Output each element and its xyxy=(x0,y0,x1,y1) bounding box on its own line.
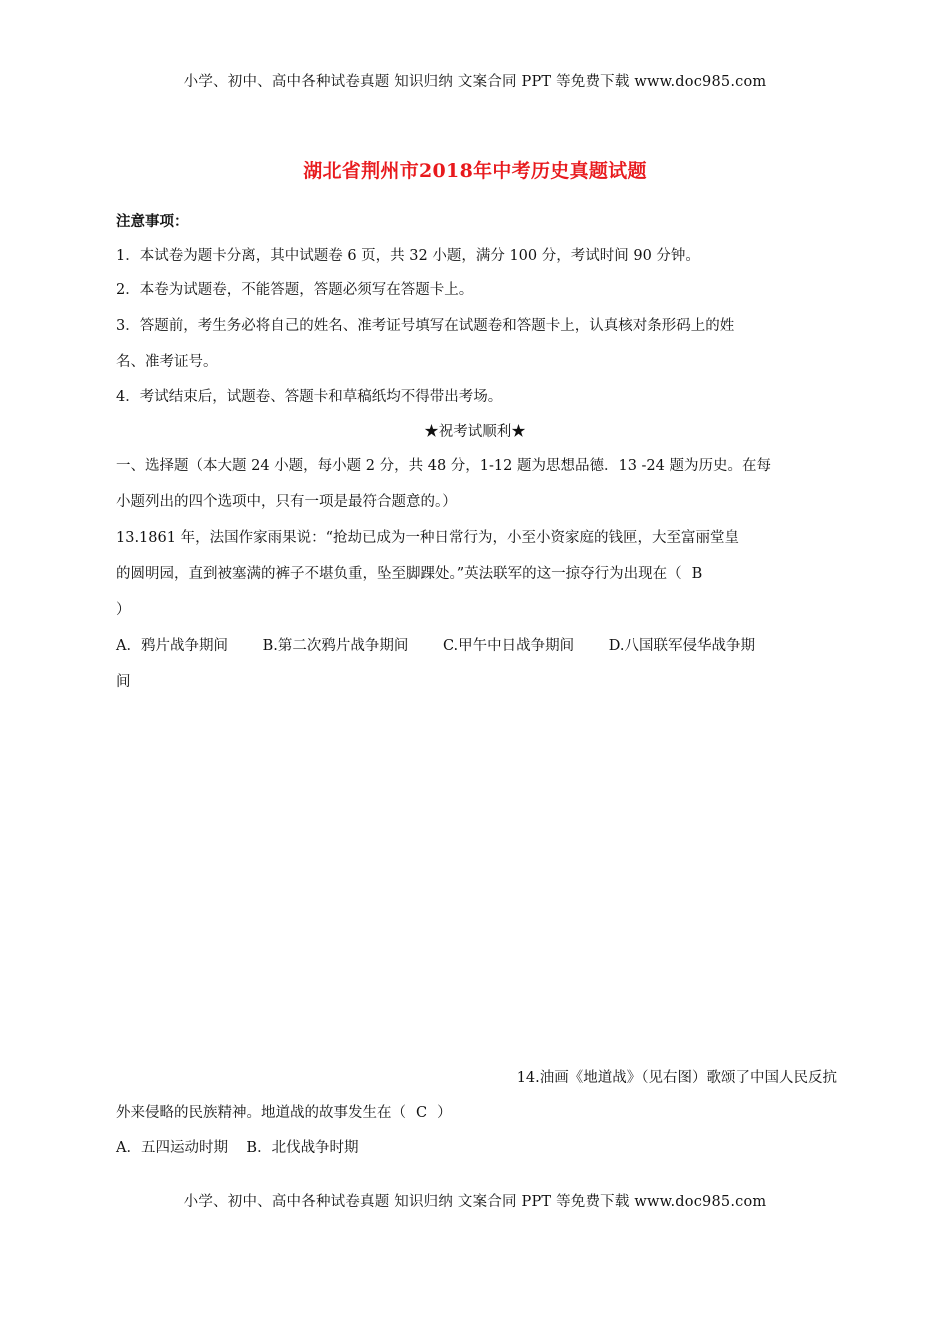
question-13-answer: B xyxy=(691,566,703,582)
notice-item: 3．答题前，考生务必将自己的姓名、准考证号填写在试题卷和答题卡上，认真核对条形码上的姓 xyxy=(116,318,735,334)
option-a: A．鸦片战争期间 xyxy=(116,638,228,654)
option-c: C.甲午中日战争期间 xyxy=(442,638,575,654)
notice-item: 名、准考证号。 xyxy=(116,354,218,370)
question-13-text-cont xyxy=(116,562,702,583)
question-14-answer: C xyxy=(416,1105,428,1121)
question-14-stem: 外来侵略的民族精神。地道战的故事发生在（ xyxy=(116,1105,406,1121)
question-14-text-cont xyxy=(116,1101,452,1122)
question-13-options xyxy=(116,634,755,655)
notice-item: 4．考试结束后，试题卷、答题卡和草稿纸均不得带出考场。 xyxy=(116,389,503,405)
page-footer: 小学、初中、高中各种试卷真题 知识归纳 文案合同 PPT 等免费下载 www.doc985.com xyxy=(183,1194,767,1210)
section-instructions-cont: 小题列出的四个选项中，只有一项是最符合题意的。） xyxy=(116,494,457,510)
question-13-paren-close: ） xyxy=(116,602,131,618)
question-13-stem: 的圆明园，直到被塞满的裤子不堪负重，坠至脚踝处。”英法联军的这一掠夺行为出现在（ xyxy=(116,566,682,582)
option-d-cont: 间 xyxy=(116,674,131,690)
question-14-paren-close: ） xyxy=(437,1105,452,1121)
question-13-text: 13.1861 年，法国作家雨果说：“抢劫已成为一种日常行为，小至小资家庭的钱匣，大至富丽堂皇 xyxy=(116,530,739,546)
question-14-text: 14.油画《地道战》（见右图）歌颂了中国人民反抗 xyxy=(516,1070,837,1086)
exam-title: 湖北省荆州市2018年中考历史真题试题 xyxy=(303,160,647,182)
notice-heading: 注意事项： xyxy=(116,213,189,230)
notice-item: 1．本试卷为题卡分离，其中试题卷 6 页，共 32 小题，满分 100 分，考试时间 90 分钟。 xyxy=(116,248,700,264)
option-d: D.八国联军侵华战争期 xyxy=(608,638,755,654)
option-b: B.第二次鸦片战争期间 xyxy=(262,638,409,654)
notice-item: 2．本卷为试题卷，不能答题，答题必须写在答题卡上。 xyxy=(116,282,474,298)
page-header: 小学、初中、高中各种试卷真题 知识归纳 文案合同 PPT 等免费下载 www.doc985.com xyxy=(183,74,767,90)
section-instructions: 一、选择题（本大题 24 小题，每小题 2 分，共 48 分，1-12 题为思想品德．13 -24 题为历史。在每 xyxy=(116,458,771,474)
question-14-options: A．五四运动时期 B．北伐战争时期 xyxy=(116,1140,359,1156)
blessing: ★祝考试顺利★ xyxy=(424,424,526,440)
